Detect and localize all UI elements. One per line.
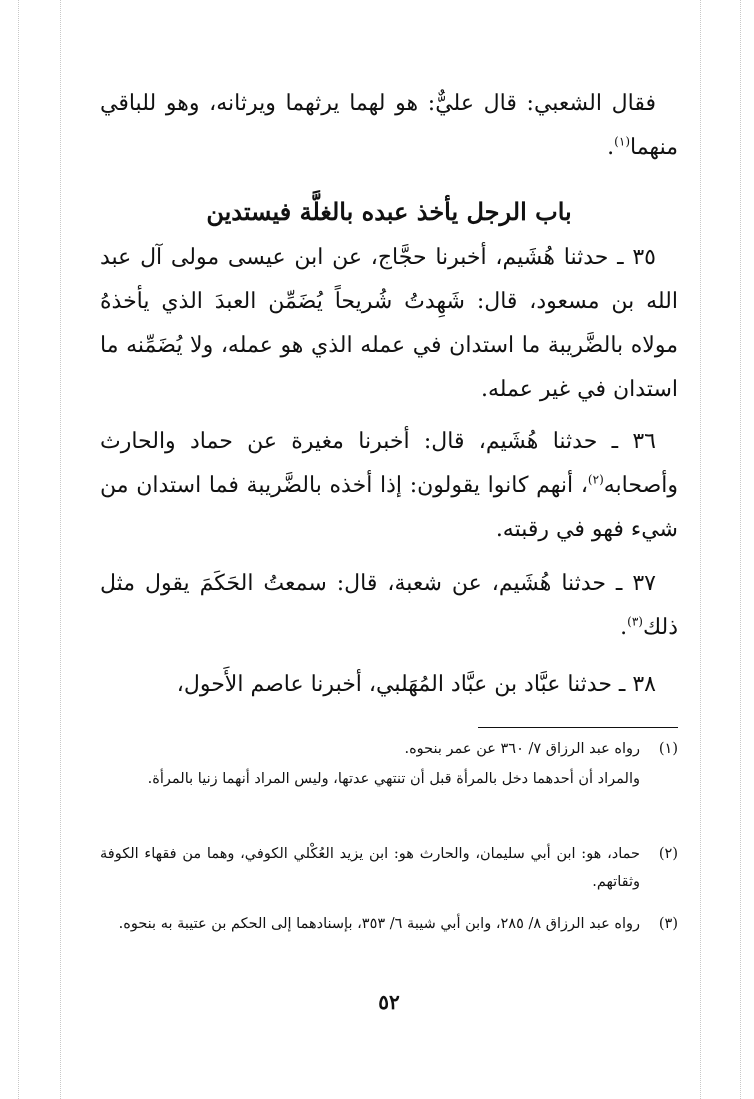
footnote-ref: (٣) [627, 614, 643, 629]
footnote-2: (٢) حماد، هو: ابن أبي سليمان، والحارث هو: ابن يزيد العُكْلي الكوفي، وهما من فقهاء الكوفة وثقاتهم. [100, 840, 678, 896]
intro-text: فقال الشعبي: قال عليٌّ: هو لهما يرثهما ويرثانه، وهو للباقي منهما [100, 91, 678, 160]
hadith-37: ٣٧ ـ حدثنا هُشَيم، عن شعبة، قال: سمعتُ الحَكَمَ يقول مثل ذلك$^{(٣)}$. [100, 571, 678, 640]
page-number: ٥٢ [378, 990, 400, 1014]
footnote-3: (٣) رواه عبد الرزاق ٨/ ٢٨٥، وابن أبي شيبة ٦/ ٣٥٣، بإسنادهما إلى الحكم بن عتيبة به بنحوه. [100, 910, 678, 938]
footnote-1-continued: والمراد أن أحدهما دخل بالمرأة قبل أن تنتهي عدتها، وليس المراد أنهما زنيا بالمرأة. [147, 771, 640, 787]
footnote-number: (٣) [658, 916, 678, 932]
footnote-1: (١) رواه عبد الرزاق ٧/ ٣٦٠ عن عمر بنحوه. [100, 735, 678, 763]
footnote-number: (١) [658, 741, 678, 757]
footnote-ref: (٢) [587, 472, 604, 487]
footnote-number: (٢) [658, 846, 678, 862]
footnote-ref: (١) [614, 134, 630, 149]
margin-guide [740, 0, 741, 1099]
hadith-36: ٣٦ ـ حدثنا هُشَيم، قال: أخبرنا مغيرة عن حماد والحارث وأصحابه$^{(٢)}$، أنهم كانوا يقولون: إذا أخذه بالضَّريبة فما استدان من شيء فهو في رقبته. [100, 429, 678, 542]
footnote-separator [478, 727, 678, 728]
hadith-38: ٣٨ ـ حدثنا عبَّاد بن عبَّاد المُهَلبي، أخبرنا عاصم الأَحول، [176, 672, 656, 697]
hadith-35: ٣٥ ـ حدثنا هُشَيم، أخبرنا حجَّاج، عن ابن عيسى مولى آل عبد الله بن مسعود، قال: شَهِدتُ شُريحاً يُضَمِّن العبدَ الذي يأخذهُ مولاه بالضَّريبة ما استدان في عمله الذي هو عمله، ولا يُضَمِّنه ما استدان في غير عمله. [100, 245, 678, 402]
book-page [100, 0, 678, 1099]
section-heading: باب الرجل يأخذ عبده بالغلَّة فيستدين [206, 197, 572, 226]
margin-guide [700, 0, 701, 1099]
margin-guide [60, 0, 61, 1099]
intro-paragraph: فقال الشعبي: قال عليٌّ: هو لهما يرثهما ويرثانه، وهو للباقي منهما$^{(١)}$. [100, 91, 678, 160]
margin-guide [18, 0, 19, 1099]
